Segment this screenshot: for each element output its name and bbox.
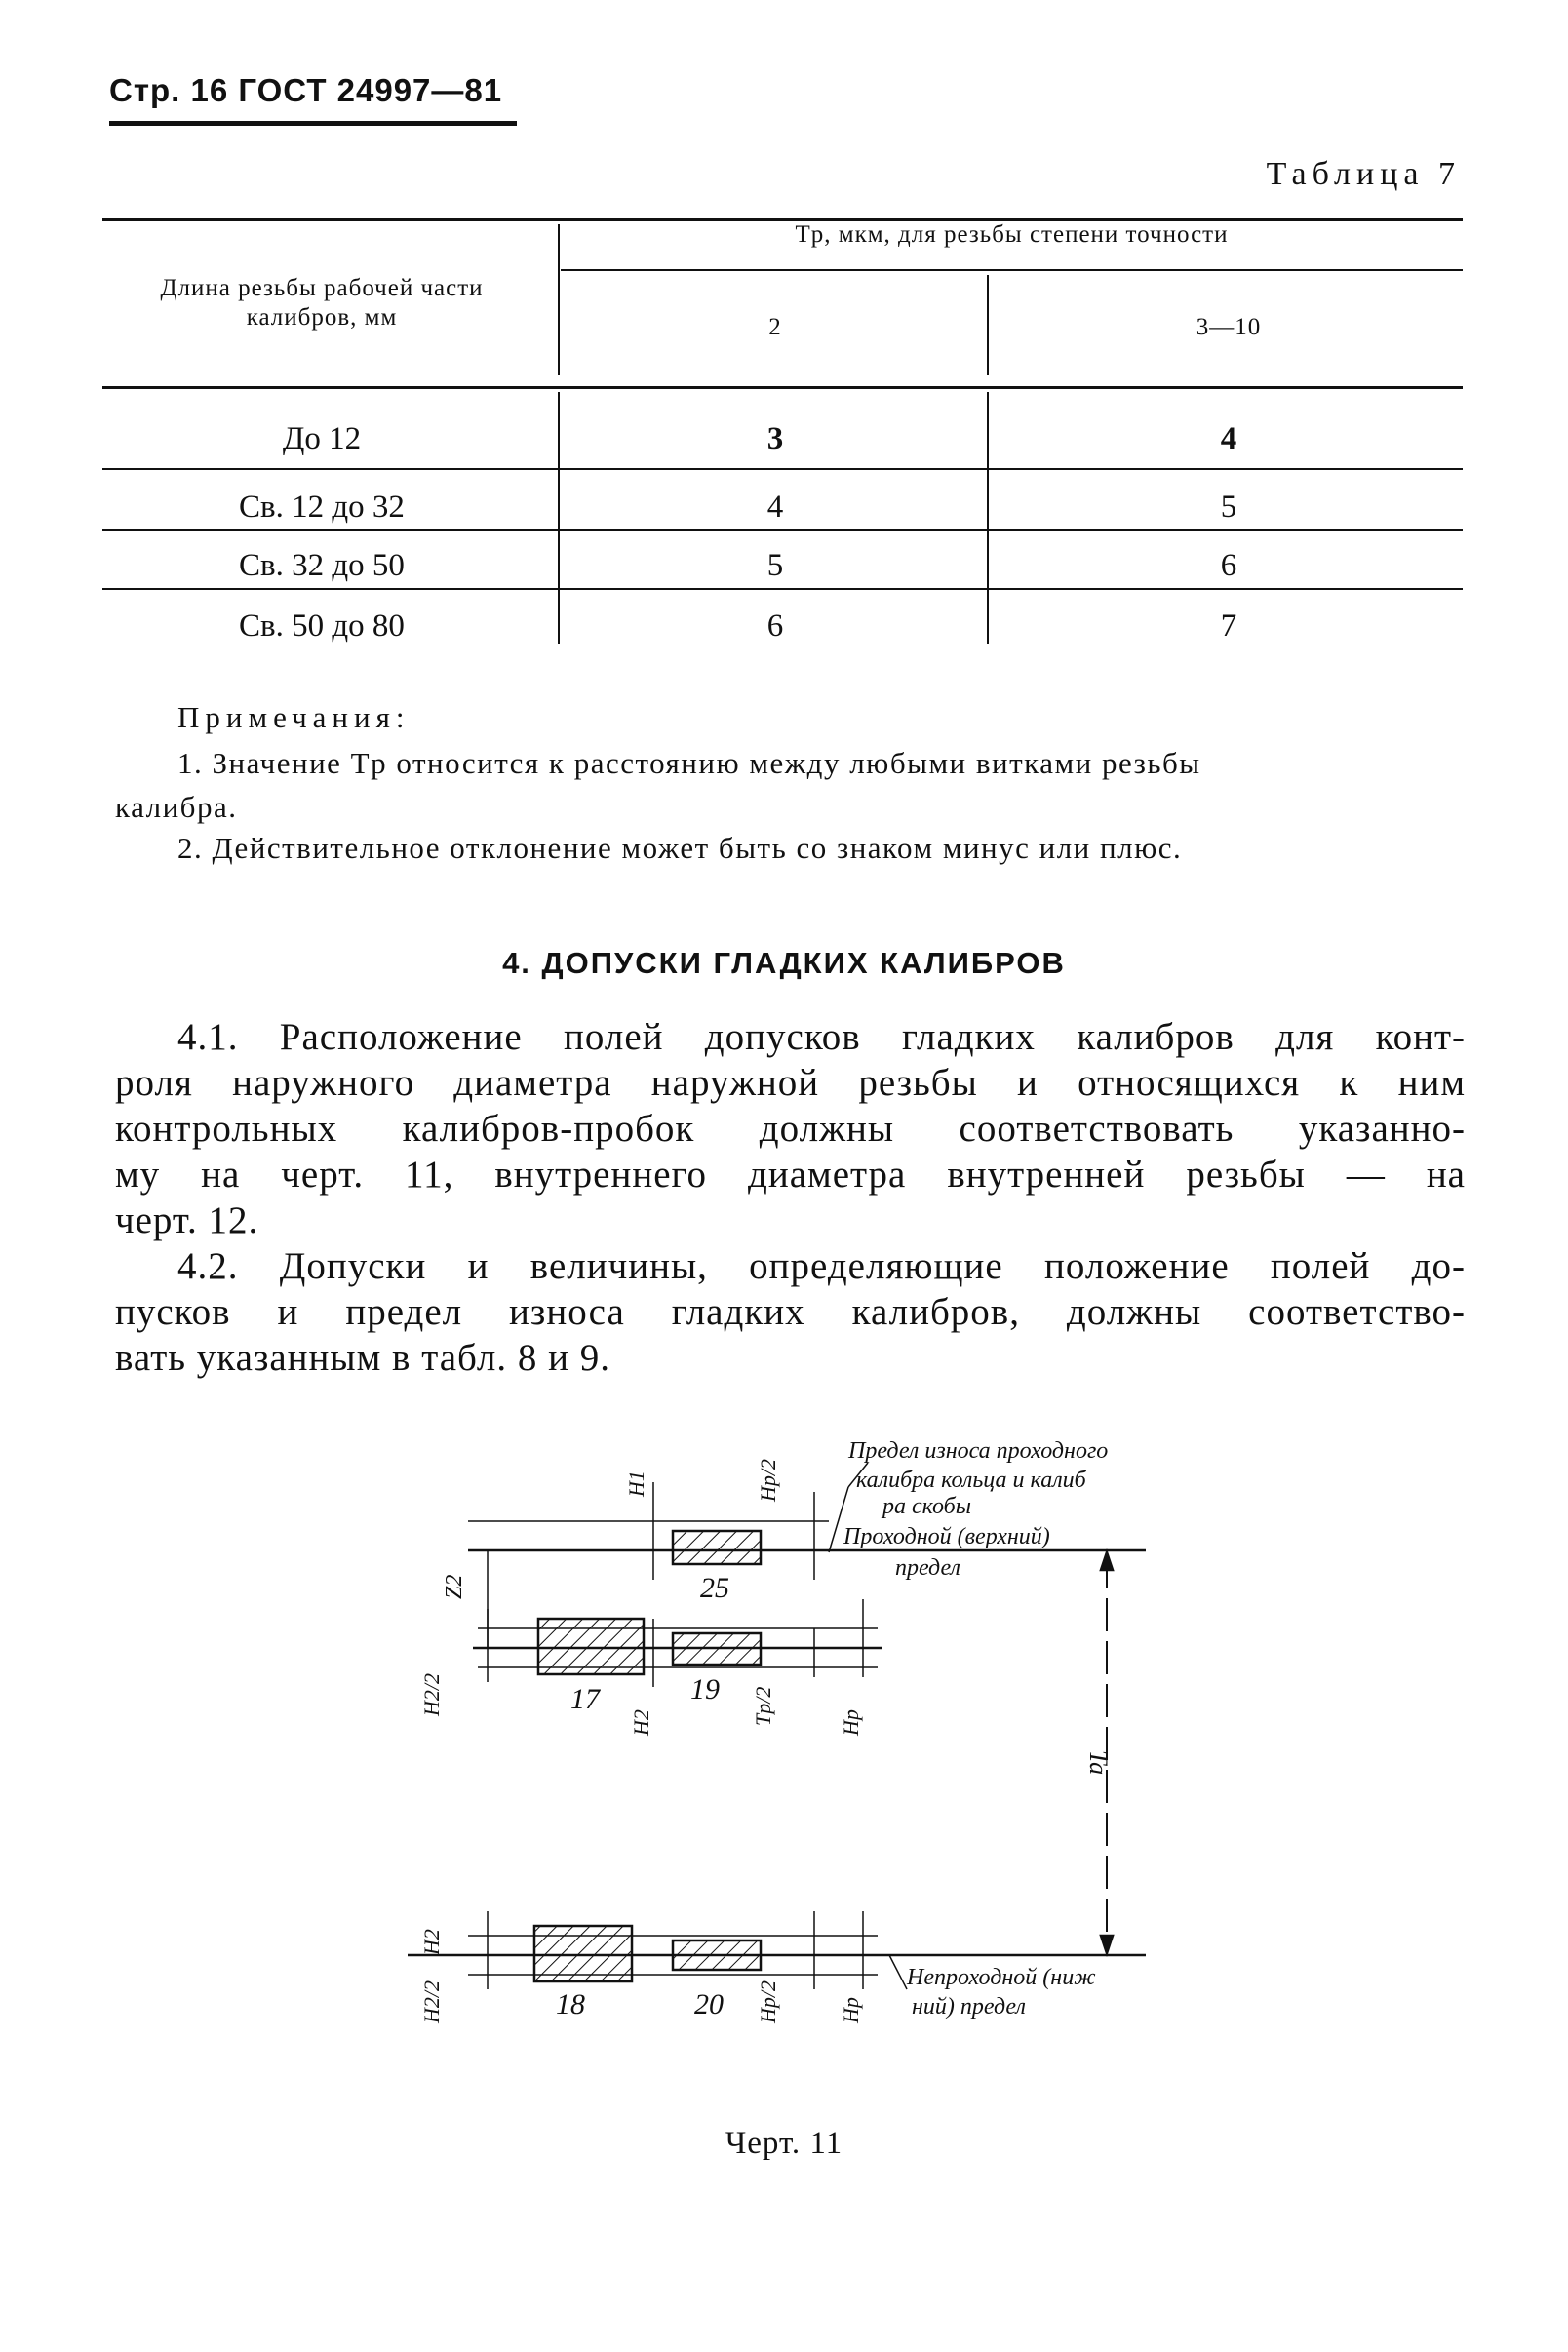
label-19: 19 xyxy=(690,1673,720,1705)
label-18: 18 xyxy=(556,1988,585,2020)
col-length-header-line1: Длина резьбы рабочей части xyxy=(160,275,484,301)
group-header: Tр, мкм, для резьбы степени точности xyxy=(795,221,1229,248)
label-H1: H1 xyxy=(624,1470,648,1497)
p2-line: 4.2. Допуски и величины, определяющие положение полей до- xyxy=(177,1245,1466,1287)
label-17: 17 xyxy=(570,1683,600,1715)
row2-value-3-10: 5 xyxy=(1220,490,1237,525)
field-18 xyxy=(534,1926,632,1981)
col-header-2: 2 xyxy=(768,314,782,340)
p1-line: му на черт. 11, внутреннего диаметра внутренней резьбы — на xyxy=(115,1154,1466,1196)
row3-length: Св. 32 до 50 xyxy=(239,548,405,583)
table-vline-1-body xyxy=(558,392,560,644)
label-H2-half-mid: H2/2 xyxy=(419,1673,444,1716)
page-header: Стр. 16 ГОСТ 24997—81 xyxy=(109,72,503,108)
label-H2-low: H2 xyxy=(419,1929,444,1955)
note-1: 1. Значение Tр относится к расстоянию между любыми витками резьбы xyxy=(177,746,1201,780)
label-Ta: Ta xyxy=(1084,1750,1113,1776)
row2-value-2: 4 xyxy=(766,490,784,525)
notes-title: Примечания: xyxy=(177,700,411,734)
field-25 xyxy=(673,1531,761,1564)
label-wear-limit-line2: калибра кольца и калиб xyxy=(856,1468,1086,1493)
p1-line: роля наружного диаметра наружной резьбы и относящихся к ним xyxy=(115,1062,1466,1104)
field-19 xyxy=(673,1633,761,1665)
label-nogo-limit-line2: ний) предел xyxy=(912,1994,1026,2019)
table-header-rule xyxy=(102,386,1463,389)
p1-line: черт. 12. xyxy=(115,1199,259,1241)
label-20: 20 xyxy=(694,1988,724,2020)
p2-line: вать указанным в табл. 8 и 9. xyxy=(115,1337,610,1379)
table-vline-2-head xyxy=(987,275,989,375)
row4-value-2: 6 xyxy=(766,608,784,644)
row4-value-3-10: 7 xyxy=(1220,608,1237,644)
label-Hp-half-low: Hp/2 xyxy=(756,1980,780,2023)
table-row-rule-1 xyxy=(102,468,1463,470)
table-vline-1-head xyxy=(558,224,560,375)
label-H2-mid: H2 xyxy=(629,1709,653,1736)
table-row-rule-3 xyxy=(102,588,1463,590)
label-H2-half-low: H2/2 xyxy=(419,1980,444,2023)
label-go-limit-line1: Проходной (верхний) xyxy=(843,1524,1050,1549)
row3-value-2: 5 xyxy=(766,548,784,583)
field-17 xyxy=(538,1619,644,1674)
row4-length: Св. 50 до 80 xyxy=(239,608,405,644)
table-caption: Таблица 7 xyxy=(1266,156,1461,192)
label-25: 25 xyxy=(700,1572,729,1604)
row1-value-3-10: 4 xyxy=(1220,421,1237,456)
label-go-limit-line2: предел xyxy=(895,1555,961,1581)
table-row-rule-2 xyxy=(102,529,1463,531)
p1-line: контрольных калибров-пробок должны соответствовать указанно- xyxy=(115,1108,1466,1150)
p1-line: 4.1. Расположение полей допусков гладких калибров для конт- xyxy=(177,1016,1466,1058)
table-vline-2-body xyxy=(987,392,989,644)
row2-length: Св. 12 до 32 xyxy=(239,490,405,525)
header-rule xyxy=(109,121,517,126)
col-header-3-10: 3—10 xyxy=(1196,314,1262,340)
col-length-header-line2: калибров, мм xyxy=(246,304,398,331)
paragraph-4-1 xyxy=(115,1014,1466,1243)
row1-length: До 12 xyxy=(282,421,362,456)
label-Z2: Z2 xyxy=(442,1574,467,1599)
field-20 xyxy=(673,1940,761,1970)
label-wear-limit-line1: Предел износа проходного xyxy=(848,1438,1109,1464)
p2-line: пусков и предел износа гладких калибров, должны соответство- xyxy=(115,1291,1466,1333)
row1-value-2: 3 xyxy=(766,421,784,456)
label-wear-limit-line3: ра скобы xyxy=(882,1494,971,1519)
label-nogo-limit-line1: Непроходной (ниж xyxy=(907,1965,1096,1990)
paragraph-4-2 xyxy=(115,1243,1466,1381)
label-Hp-mid: Hp xyxy=(839,1709,863,1736)
label-Tp-half: Tp/2 xyxy=(751,1686,775,1726)
label-Hp-half-top: Hp/2 xyxy=(756,1459,780,1502)
figure-caption: Черт. 11 xyxy=(725,2126,843,2161)
note-1-continuation: калибра. xyxy=(115,790,238,824)
row3-value-3-10: 6 xyxy=(1220,548,1237,583)
section-title: 4. ДОПУСКИ ГЛАДКИХ КАЛИБРОВ xyxy=(502,946,1066,980)
table-subheader-rule xyxy=(561,269,1463,271)
note-2: 2. Действительное отклонение может быть со знаком минус или плюс. xyxy=(177,831,1183,865)
label-Hp-low: Hp xyxy=(839,1997,863,2023)
